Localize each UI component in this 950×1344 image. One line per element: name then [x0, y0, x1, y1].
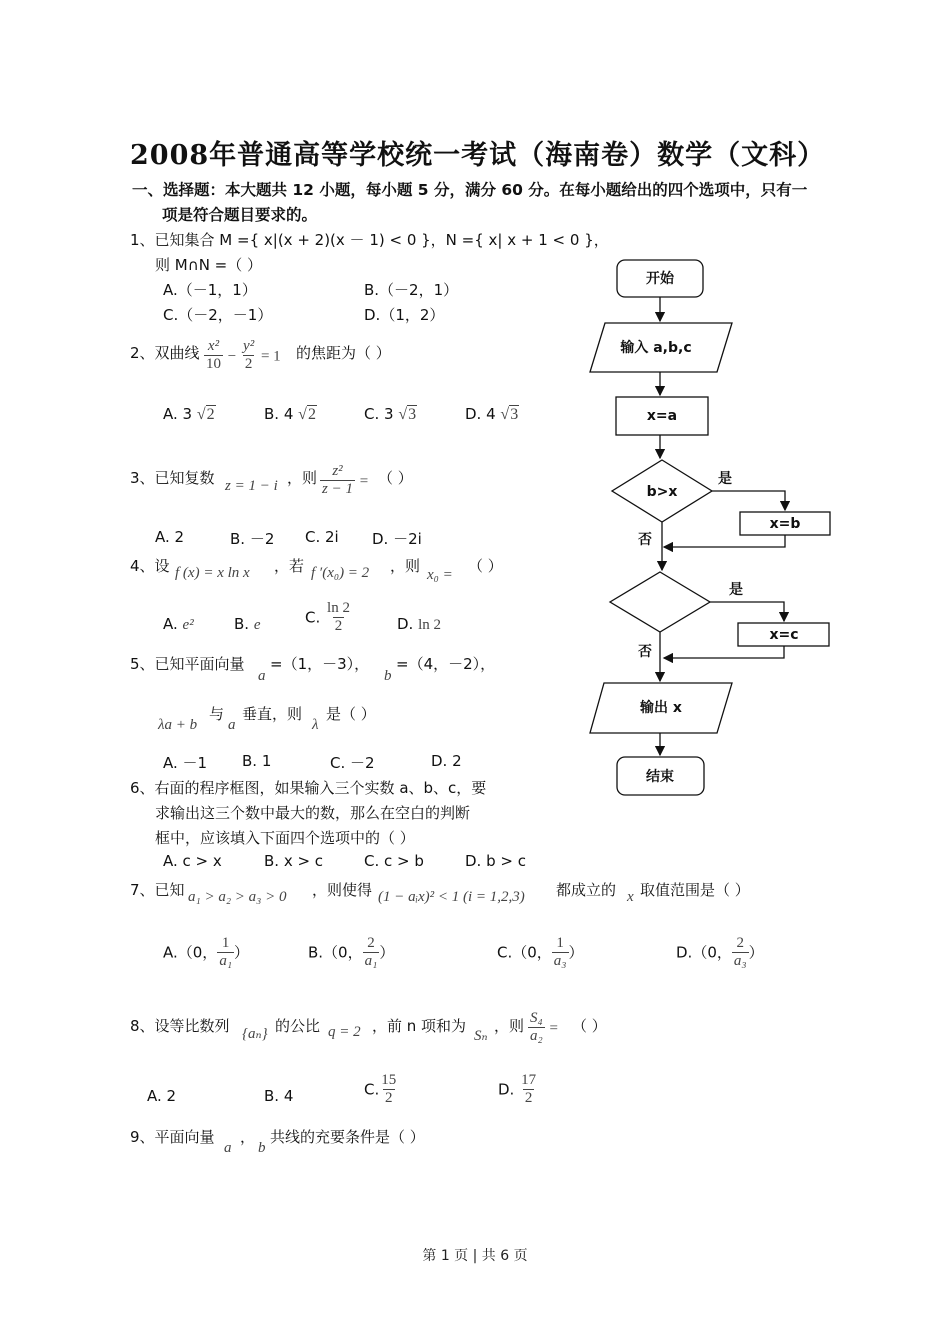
q4-option-d: D. ln 2: [397, 615, 442, 633]
q3-suffix: （ ）: [378, 469, 413, 487]
q1-option-a: A.（－1，1）: [163, 281, 257, 299]
q9-vector-b: b: [258, 1140, 266, 1156]
q7-option-c: C.（0， $\frac{1}{\text{a₃}}$ ）: [497, 935, 584, 970]
q8-mid2: ，前 n 项和为: [372, 1017, 467, 1035]
q5-prefix: 5、已知平面向量: [130, 655, 245, 673]
q6-stem-line2: 求输出这三个数中最大的数，那么在空白的判断: [155, 804, 471, 822]
q3-option-d: D. －2i: [372, 530, 422, 548]
q5-option-d: D. 2: [431, 752, 462, 770]
q3-mid: ，则: [287, 469, 318, 487]
q2-fraction-x: $\frac{\text{x²}}{10}$: [206, 338, 221, 373]
q9-suffix: 共线的充要条件是（ ）: [270, 1128, 425, 1146]
q3-z-expr: z = 1 − i: [225, 478, 278, 494]
q1-option-d: D.（1，2）: [364, 306, 445, 324]
flowchart-output-label: 输出 x: [640, 700, 682, 716]
q8-sn: Sₙ: [474, 1028, 488, 1044]
q9-vector-a: a: [224, 1140, 232, 1156]
q7-inequality: (1 − aᵢx)² < 1 (i = 1,2,3): [378, 889, 525, 905]
q2-fraction-y: $\frac{\text{y²}}{2}$: [243, 338, 255, 373]
q4-option-c: C. $\frac{\ln 2}{2}$: [305, 600, 350, 635]
q1-option-c: C.（－2，－1）: [163, 306, 273, 324]
q6-stem-line1: 6、右面的程序框图，如果输入三个实数 a、b、c，要: [130, 779, 487, 797]
q1-stem-line1: 1、已知集合 M ={ x|(x + 2)(x － 1) < 0 }，N ={ x| x + 1 < 0 }，: [130, 231, 609, 249]
q4-mid2: ，则: [390, 557, 421, 575]
q5-yu: 与: [209, 705, 225, 723]
flowchart-yes2: 是: [729, 582, 743, 598]
flowchart-assign-a-label: x=a: [646, 408, 678, 424]
q8-fraction: $\frac{\text{S₄}}{\text{a₂}}$ =: [530, 1010, 558, 1045]
q6-option-a: A. c > x: [163, 852, 222, 870]
q4-function: f (x) = x ln x: [175, 565, 250, 581]
flowchart-yes1: 是: [718, 471, 732, 487]
q2-option-c: C. 3 √3: [364, 405, 417, 423]
q5-vector-a2: a: [228, 717, 236, 733]
page-footer: 第 1 页 | 共 6 页: [422, 1248, 528, 1264]
flowchart-decision2-blank: [610, 572, 710, 632]
q4-option-b: B. e: [234, 615, 261, 633]
q8-option-c: C. $\frac{15}{2}$: [364, 1072, 397, 1107]
q8-option-a: A. 2: [147, 1087, 177, 1105]
q5-expression: λa + b: [158, 717, 198, 733]
q5-option-a: A. －1: [163, 754, 208, 772]
flowchart: [585, 255, 845, 800]
q2-option-a: A. 3 √2: [163, 405, 215, 423]
q7-suffix: 取值范围是（ ）: [640, 881, 750, 899]
q8-suffix: （ ）: [572, 1017, 607, 1035]
q6-option-d: D. b > c: [465, 852, 526, 870]
flowchart-no2: 否: [638, 644, 652, 660]
q5-lambda: λ: [312, 717, 319, 733]
q4-x0: x₀ =: [427, 567, 453, 583]
q5-a-value: =（1，－3），: [270, 655, 370, 673]
q8-option-b: B. 4: [264, 1087, 294, 1105]
q7-mid2: 都成立的: [556, 881, 617, 899]
q8-option-d: D. $\frac{17}{2}$: [498, 1072, 537, 1107]
q2-prefix: 2、双曲线: [130, 344, 200, 362]
flowchart-no1: 否: [638, 532, 652, 548]
q8-mid3: ，则: [494, 1017, 525, 1035]
flowchart-start-label: 开始: [646, 271, 674, 287]
q2-equation: $\frac{\text{x²}}{10}$ − $\frac{\text{y²}}{2}$ = 1: [206, 338, 281, 373]
q2-suffix: 的焦距为（ ）: [296, 344, 391, 362]
q7-option-d: D.（0， $\frac{2}{\text{a₃}}$ ）: [676, 935, 764, 970]
q8-sequence: {aₙ}: [242, 1026, 268, 1042]
q5-option-b: B. 1: [242, 752, 272, 770]
q5-option-c: C. －2: [330, 754, 375, 772]
q7-condition: a₁ > a₂ > a₃ > 0: [188, 889, 287, 905]
q3-fraction: $\frac{\text{z²}}{z - 1}$ =: [322, 463, 369, 498]
q2-option-b: B. 4 √2: [264, 405, 316, 423]
q5-vector-a: a: [258, 668, 266, 684]
q5-vector-b: b: [384, 668, 392, 684]
q4-suffix: （ ）: [468, 557, 503, 575]
flowchart-assign-c-label: x=c: [769, 627, 799, 643]
q7-option-a: A.（0， $\frac{1}{\text{a₁}}$ ）: [163, 935, 250, 970]
q3-option-b: B. －2: [230, 530, 275, 548]
q6-stem-line3: 框中，应该填入下面四个选项中的（ ）: [155, 829, 415, 847]
flowchart-input-label: 输入 a,b,c: [620, 340, 692, 356]
q7-prefix: 7、已知: [130, 881, 185, 899]
q6-option-c: C. c > b: [364, 852, 424, 870]
q1-stem-line2: 则 M∩N =（ ）: [155, 256, 263, 274]
q7-option-b: B.（0， $\frac{2}{\text{a₁}}$ ）: [308, 935, 395, 970]
q8-ratio: q = 2: [328, 1024, 361, 1040]
q1-option-b: B.（－2，1）: [364, 281, 459, 299]
q4-prefix: 4、设: [130, 557, 170, 575]
q5-perp: 垂直，则: [242, 705, 303, 723]
q5-b-value: =（4，－2），: [396, 655, 496, 673]
flowchart-assign-b-label: x=b: [769, 516, 801, 532]
flowchart-cond1-label: b>x: [646, 484, 678, 500]
q4-mid1: ，若: [274, 557, 305, 575]
flowchart-end-label: 结束: [646, 769, 674, 785]
q8-mid1: 的公比: [275, 1017, 321, 1035]
q2-option-d: D. 4 √3: [465, 405, 519, 423]
page-title: 2008年普通高等学校统一考试（海南卷）数学（文科）: [130, 140, 826, 171]
q6-option-b: B. x > c: [264, 852, 324, 870]
q3-prefix: 3、已知复数: [130, 469, 215, 487]
q5-suffix: 是（ ）: [326, 705, 376, 723]
q7-mid: ，则使得: [312, 881, 373, 899]
section-heading-line1: 一、选择题：本大题共 12 小题，每小题 5 分，满分 60 分。在每小题给出的四个选项中，只有一: [132, 181, 808, 199]
q3-option-c: C. 2i: [305, 528, 339, 546]
section-heading-line2: 项是符合题目要求的。: [162, 206, 318, 224]
q9-comma: ，: [240, 1128, 256, 1146]
q9-prefix: 9、平面向量: [130, 1128, 215, 1146]
q4-option-a: A. e²: [163, 615, 194, 633]
q4-condition: f ′(x₀) = 2: [311, 565, 370, 581]
q8-prefix: 8、设等比数列: [130, 1017, 230, 1035]
q3-option-a: A. 2: [155, 528, 185, 546]
q7-x: x: [627, 889, 634, 905]
